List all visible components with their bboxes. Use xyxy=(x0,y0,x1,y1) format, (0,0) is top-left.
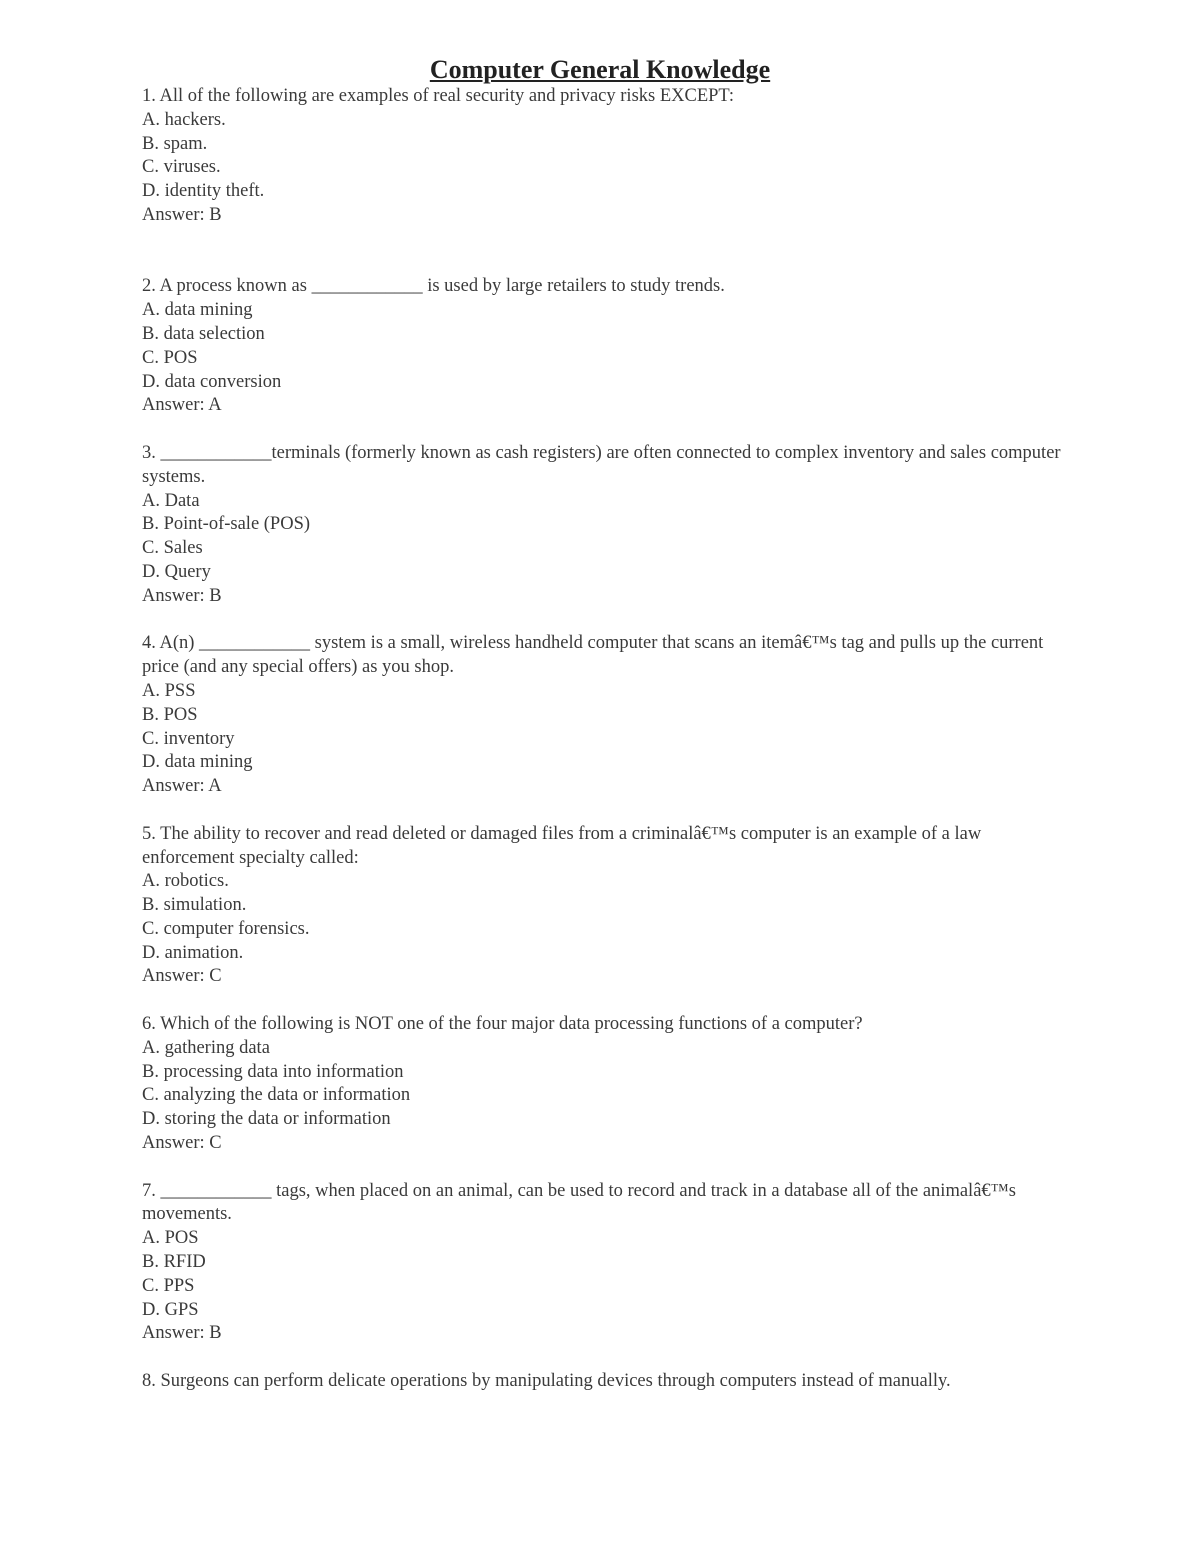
question-text: 3. ____________terminals (formerly known as cash registers) are often connected to complex inventory and sales computer systems. xyxy=(142,442,1066,487)
option-c: C. inventory xyxy=(142,728,235,749)
option-c: C. viruses. xyxy=(142,157,221,178)
option-c: C. Sales xyxy=(142,538,203,559)
option-d: D. identity theft. xyxy=(142,181,265,202)
option-d: D. GPS xyxy=(142,1299,199,1320)
question-6 xyxy=(142,1013,1062,1156)
question-text: 6. Which of the following is NOT one of the four major data processing functions of a computer? xyxy=(142,1014,863,1035)
option-a: A. hackers. xyxy=(142,109,226,130)
question-text: 8. Surgeons can perform delicate operations by manipulating devices through computers instead of manually. xyxy=(142,1371,951,1392)
question-text: 5. The ability to recover and read deleted or damaged files from a criminalâ€™s computer is an example of a law enforcement specialty called: xyxy=(142,823,986,868)
answer: Answer: C xyxy=(142,1133,222,1154)
option-a: A. robotics. xyxy=(142,871,229,892)
question-4 xyxy=(142,632,1062,799)
answer: Answer: C xyxy=(142,966,222,987)
question-1 xyxy=(142,85,1062,228)
option-c: C. POS xyxy=(142,347,198,368)
option-d: D. animation. xyxy=(142,942,244,963)
option-b: B. RFID xyxy=(142,1252,206,1273)
question-5 xyxy=(142,823,1062,990)
option-b: B. simulation. xyxy=(142,895,247,916)
option-a: A. data mining xyxy=(142,300,253,321)
option-b: B. POS xyxy=(142,704,198,725)
question-text: 7. ____________ tags, when placed on an animal, can be used to record and track in a database all of the animalâ€™s movements. xyxy=(142,1180,1021,1225)
option-c: C. PPS xyxy=(142,1275,195,1296)
option-c: C. computer forensics. xyxy=(142,918,310,939)
question-list xyxy=(142,85,1066,1418)
answer: Answer: B xyxy=(142,1323,222,1344)
question-text: 4. A(n) ____________ system is a small, wireless handheld computer that scans an itemâ€™s tag and pulls up the current price (and any special offers) as you shop. xyxy=(142,633,1048,678)
option-b: B. processing data into information xyxy=(142,1061,404,1082)
answer: Answer: B xyxy=(142,585,222,606)
question-2 xyxy=(142,275,1062,418)
answer: Answer: A xyxy=(142,395,222,416)
option-b: B. data selection xyxy=(142,323,265,344)
option-d: D. data mining xyxy=(142,752,253,773)
question-7 xyxy=(142,1180,1062,1347)
question-8 xyxy=(142,1370,1062,1394)
option-d: D. data conversion xyxy=(142,371,282,392)
option-d: D. storing the data or information xyxy=(142,1109,391,1130)
option-a: A. gathering data xyxy=(142,1037,270,1058)
document-title: Computer General Knowledge xyxy=(429,55,771,84)
option-b: B. Point-of-sale (POS) xyxy=(142,514,311,535)
question-3 xyxy=(142,442,1066,609)
option-c: C. analyzing the data or information xyxy=(142,1085,411,1106)
option-d: D. Query xyxy=(142,561,211,582)
option-b: B. spam. xyxy=(142,133,208,154)
option-a: A. POS xyxy=(142,1228,199,1249)
option-a: A. PSS xyxy=(142,680,196,701)
question-text: 2. A process known as ____________ is used by large retailers to study trends. xyxy=(142,276,725,297)
option-a: A. Data xyxy=(142,490,200,511)
question-text: 1. All of the following are examples of real security and privacy risks EXCEPT: xyxy=(142,86,734,106)
answer: Answer: B xyxy=(142,204,222,225)
answer: Answer: A xyxy=(142,776,222,797)
